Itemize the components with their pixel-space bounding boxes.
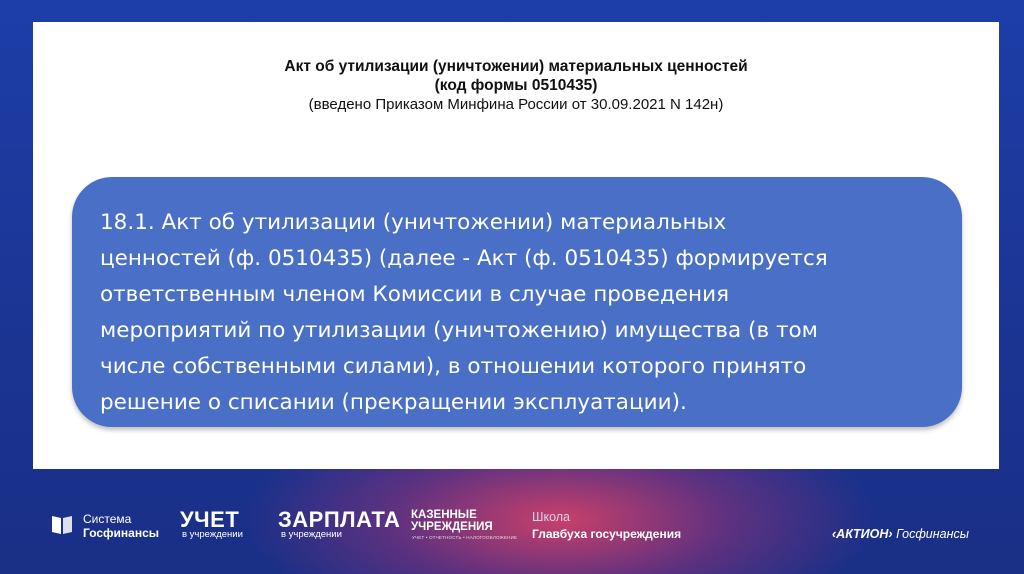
- aktion-logo: [832, 527, 969, 541]
- kazennye-logo-line2: УЧРЕЖДЕНИЯ: [411, 521, 493, 533]
- sistema-logo-line1: Система: [83, 512, 132, 526]
- callout-line: ценностей (ф. 0510435) (далее - Акт (ф. 0510435) формируется: [100, 246, 828, 271]
- callout-line: решение о списании (прекращении эксплуатации).: [100, 390, 687, 415]
- callout-line: числе собственными силами), в отношении которого принято: [100, 354, 807, 379]
- uchet-logo: УЧЕТ: [180, 507, 240, 532]
- kazennye-logo-sub: УЧЕТ • ОТЧЕТНОСТЬ • НАЛОГООБЛОЖЕНИЕ: [412, 535, 518, 540]
- aktion-brand: ‹АКТИОН›: [832, 527, 893, 541]
- callout-line: 18.1. Акт об утилизации (уничтожении) материальных: [100, 210, 727, 235]
- sistema-logo-line2: Госфинансы: [83, 526, 160, 540]
- zarplata-logo-sub: в учреждении: [281, 529, 342, 540]
- school-logo-line1: Школа: [532, 510, 570, 524]
- callout-box: [72, 177, 962, 427]
- kazennye-logo-line1: КАЗЕННЫЕ: [411, 509, 477, 521]
- slide-card: [33, 22, 999, 469]
- aktion-suffix: Госфинансы: [896, 527, 969, 541]
- uchet-logo-sub: в учреждении: [182, 529, 243, 540]
- school-logo-line2: Главбуха госучреждения: [532, 527, 682, 541]
- callout-line: ответственным членом Комиссии в случае проведения: [100, 282, 730, 307]
- slide-header: [33, 57, 999, 115]
- callout-line: мероприятий по утилизации (уничтожению) имущества (в том: [100, 318, 818, 343]
- form-code: (код формы 0510435): [434, 77, 598, 94]
- book-icon: [50, 512, 74, 536]
- zarplata-logo: ЗАРПЛАТА: [278, 507, 401, 532]
- document-title: Акт об утилизации (уничтожении) материальных ценностей: [284, 58, 748, 75]
- order-note: (введено Приказом Минфина России от 30.09.2021 N 142н): [308, 96, 724, 113]
- callout-text: [100, 205, 950, 421]
- footer-logos: [0, 490, 1024, 574]
